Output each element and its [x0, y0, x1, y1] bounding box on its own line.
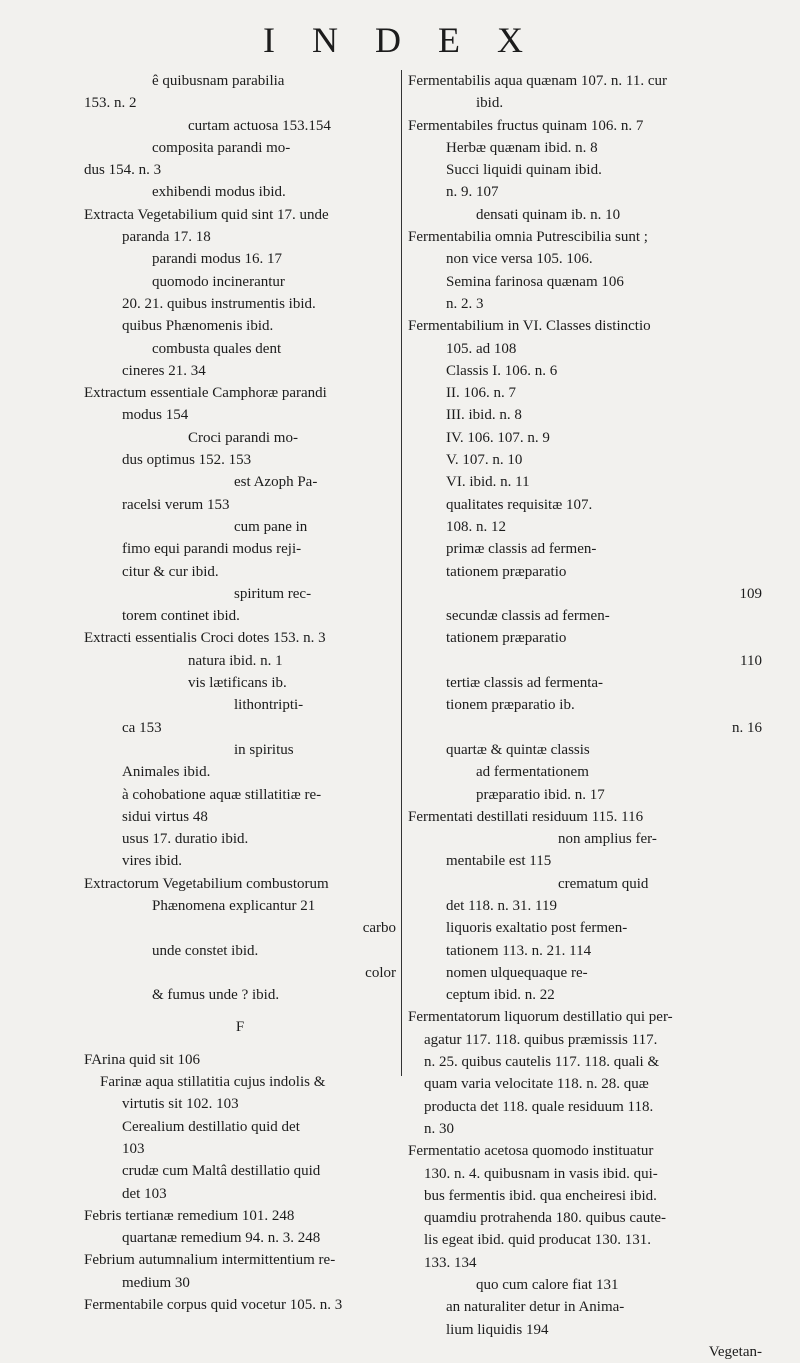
page-header: I N D E X — [263, 20, 537, 60]
left-entry-line: Extracta Vegetabilium quid sint 17. unde — [84, 206, 329, 223]
right-entry-line: V. 107. n. 10 — [446, 452, 523, 469]
left-entry-line: modus 154 — [122, 407, 189, 424]
left-entry-line: Extracti essentialis Croci dotes 153. n. 3 — [84, 630, 326, 647]
right-entry-line: lis egeat ibid. quid producat 130. 131. — [424, 1232, 652, 1249]
right-entry-line: II. 106. n. 7 — [446, 385, 516, 402]
right-entry-line: producta det 118. quale residuum 118. — [424, 1098, 654, 1115]
left-entry-line: cum pane in — [234, 518, 308, 535]
right-entry-line: det 118. n. 31. 119 — [446, 897, 557, 914]
left-entry-line: Phænomena explicantur 21 — [152, 897, 316, 914]
right-entry-line: non vice versa 105. 106. — [446, 251, 593, 268]
right-entry-line: 109 — [739, 585, 762, 602]
right-entry-line: tationem præparatio — [446, 630, 567, 647]
right-entry-line: n. 2. 3 — [446, 295, 484, 312]
left-entry-line: crudæ cum Maltâ destillatio quid — [122, 1163, 321, 1180]
left-entry-line: spiritum rec- — [234, 585, 312, 602]
right-entry-line: Fermentatio acetosa quomodo instituatur — [408, 1143, 654, 1160]
left-entry-line: quartanæ remedium 94. n. 3. 248 — [122, 1230, 321, 1247]
right-entry-line: n. 16 — [732, 719, 762, 736]
right-entry-line: 110 — [740, 652, 762, 669]
left-entry-line: dus optimus 152. 153 — [122, 452, 252, 469]
right-entry-line: liquoris exaltatio post fermen- — [446, 920, 628, 937]
right-entry-line: 105. ad 108 — [446, 340, 517, 357]
right-entry-line: Succi liquidi quinam ibid. — [446, 162, 602, 179]
right-entry-line: Herbæ quænam ibid. n. 8 — [446, 139, 598, 156]
left-entry-line: vis lætificans ib. — [188, 675, 287, 692]
left-entry-line: lithontripti- — [234, 697, 304, 714]
right-entry-line: quam varia velocitate 118. n. 28. quæ — [424, 1076, 649, 1093]
right-entry-line: nomen ulquequaque re- — [446, 964, 588, 981]
right-entry-line: mentabile est 115 — [446, 853, 552, 870]
left-entry-line: vires ibid. — [122, 853, 182, 870]
left-entry-line: det 103 — [122, 1185, 167, 1202]
right-entry-line: Fermentatorum liquorum destillatio qui per- — [408, 1009, 673, 1026]
right-entry-line: Vegetan- — [708, 1343, 762, 1360]
left-entry-line: medium 30 — [122, 1274, 190, 1291]
right-entry-line: 108. n. 12 — [446, 518, 506, 535]
left-entry-line: Extractorum Vegetabilium combustorum — [84, 875, 329, 892]
left-entry-line: Farinæ aqua stillatitia cujus indolis & — [100, 1074, 326, 1091]
left-entry-line: torem continet ibid. — [122, 608, 240, 625]
left-entry-line: 20. 21. quibus instrumentis ibid. — [122, 295, 316, 312]
right-entry-line: an naturaliter detur in Anima- — [446, 1299, 625, 1316]
left-entry-line: composita parandi mo- — [152, 139, 291, 156]
right-entry-line: ceptum ibid. n. 22 — [446, 987, 555, 1004]
right-entry-line: densati quinam ib. n. 10 — [476, 206, 621, 223]
right-entry-line: tationem 113. n. 21. 114 — [446, 942, 592, 959]
right-entry-line: agatur 117. 118. quibus præmissis 117. — [424, 1031, 658, 1048]
right-entry-line: Fermentabiles fructus quinam 106. n. 7 — [408, 117, 644, 134]
right-entry-line: tionem præparatio ib. — [446, 697, 575, 714]
left-entry-line: unde constet ibid. — [152, 942, 259, 959]
left-entry-line: FArina quid sit 106 — [84, 1051, 200, 1068]
left-entry-line — [84, 1039, 396, 1049]
right-entry-line: tertiæ classis ad fermenta- — [446, 675, 604, 692]
right-entry-line: Fermentati destillati residuum 115. 116 — [408, 808, 644, 825]
left-entry-line: quibus Phænomenis ibid. — [122, 318, 274, 335]
right-entry-line: lium liquidis 194 — [446, 1321, 549, 1338]
left-entry-line: sidui virtus 48 — [122, 808, 208, 825]
left-entry-line: curtam actuosa 153.154 — [188, 117, 331, 134]
left-entry-line: 103 — [122, 1140, 145, 1157]
right-entry-line: IV. 106. 107. n. 9 — [446, 429, 550, 446]
left-entry-line: à cohobatione aquæ stillatitiæ re- — [122, 786, 322, 803]
right-entry-line: secundæ classis ad fermen- — [446, 608, 610, 625]
left-entry-line: Febrium autumnalium intermittentium re- — [84, 1252, 336, 1269]
left-entry-line: exhibendi modus ibid. — [152, 184, 286, 201]
left-entry-line: virtutis sit 102. 103 — [122, 1096, 239, 1113]
column-divider — [401, 70, 402, 1076]
left-entry-line: quomodo incinerantur — [152, 273, 285, 290]
right-entry-line: Fermentabilis aqua quænam 107. n. 11. cur — [408, 73, 667, 89]
left-entry-line: Animales ibid. — [122, 764, 211, 781]
left-entry-line: dus 154. n. 3 — [84, 162, 162, 179]
left-entry-line: est Azoph Pa- — [234, 474, 318, 491]
right-entry-line: n. 30 — [424, 1120, 454, 1137]
left-entry-line: Cerealium destillatio quid det — [122, 1118, 300, 1135]
left-entry-line: Croci parandi mo- — [188, 429, 298, 446]
left-entry-line: in spiritus — [234, 741, 294, 758]
left-entry-line: citur & cur ibid. — [122, 563, 219, 580]
right-entry-line: Classis I. 106. n. 6 — [446, 362, 558, 379]
right-entry-line: 130. n. 4. quibusnam in vasis ibid. qui- — [424, 1165, 658, 1182]
left-entry-line: ca 153 — [122, 719, 162, 736]
left-entry-line: cineres 21. 34 — [122, 362, 206, 379]
right-entry-line: n. 25. quibus cautelis 117. 118. quali & — [424, 1054, 660, 1071]
right-entry-line: Fermentabilium in VI. Classes distinctio — [408, 318, 651, 335]
right-entry-line: Semina farinosa quænam 106 — [446, 273, 624, 290]
left-entry-line: ê quibusnam parabilia — [152, 73, 285, 89]
left-entry-line: parandi modus 16. 17 — [152, 251, 282, 268]
left-entry-line: natura ibid. n. 1 — [188, 652, 283, 669]
left-entry-line: 153. n. 2 — [84, 95, 137, 112]
left-entry-line: combusta quales dent — [152, 340, 282, 357]
left-entry-line: Fermentabile corpus quid vocetur 105. n. 3 — [84, 1297, 343, 1314]
left-entry-line: F — [235, 1019, 245, 1036]
right-entry-line: crematum quid — [558, 875, 649, 892]
right-entry-line: bus fermentis ibid. qua encheiresi ibid. — [424, 1187, 657, 1204]
right-entry-line: quartæ & quintæ classis — [446, 741, 590, 758]
right-entry-line: VI. ibid. n. 11 — [446, 474, 530, 491]
right-entry-line: quo cum calore fiat 131 — [476, 1277, 619, 1294]
right-entry-line: quamdiu protrahenda 180. quibus caute- — [424, 1210, 667, 1227]
right-entry-line: ad fermentationem — [476, 764, 589, 781]
right-entry-line: Fermentabilia omnia Putrescibilia sunt ; — [408, 229, 648, 246]
right-entry-line: 133. 134 — [424, 1254, 477, 1271]
right-entry-line: non amplius fer- — [558, 831, 657, 848]
index-column-right — [408, 70, 762, 1363]
left-entry-line: Extractum essentiale Camphoræ parandi — [84, 385, 327, 402]
left-entry-line — [84, 1006, 396, 1016]
left-entry-line: carbo — [362, 920, 396, 937]
left-entry-line: fimo equi parandi modus reji- — [122, 541, 302, 558]
right-entry-line: ibid. — [476, 95, 504, 112]
right-entry-line: qualitates requisitæ 107. — [446, 496, 593, 513]
left-entry-line: & fumus unde ? ibid. — [152, 987, 280, 1004]
left-entry-line: racelsi verum 153 — [122, 496, 230, 513]
left-entry-line: Febris tertianæ remedium 101. 248 — [84, 1207, 295, 1224]
index-column-left — [84, 70, 396, 1316]
right-entry-line: præparatio ibid. n. 17 — [476, 786, 605, 803]
left-entry-line: color — [365, 964, 396, 981]
right-entry-line: III. ibid. n. 8 — [446, 407, 522, 424]
right-entry-line: n. 9. 107 — [446, 184, 499, 201]
right-entry-line: primæ classis ad fermen- — [446, 541, 597, 558]
left-entry-line: paranda 17. 18 — [122, 229, 211, 246]
left-entry-line: usus 17. duratio ibid. — [122, 831, 249, 848]
right-entry-line: tationem præparatio — [446, 563, 567, 580]
